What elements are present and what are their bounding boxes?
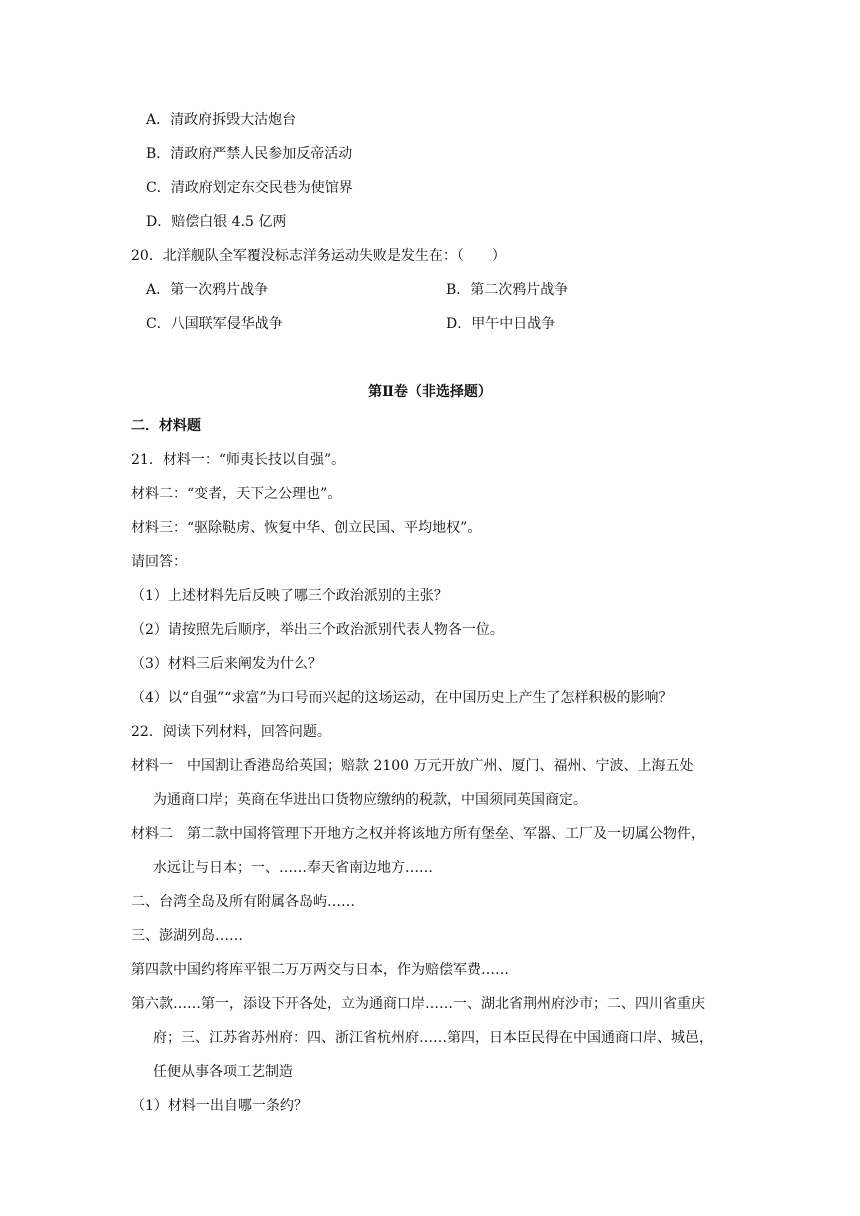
q22-material-2-line-2: 水远让与日本；一、……奉天省南边地方…… (153, 860, 433, 876)
q19-option-a: A．清政府拆毁大沽炮台 (146, 112, 297, 128)
q21-sub-4: （4）以“自强”“求富”为口号而兴起的这场运动，在中国历史上产生了怎样积极的影响？ (131, 690, 673, 706)
q22-sub-1: （1）材料一出自哪一条约？ (131, 1098, 308, 1114)
section-heading: 二．材料题 (131, 418, 201, 434)
q21-prompt: 请回答： (131, 554, 187, 570)
q22-material-2-line-1: 材料二 第二款中国将管理下开地方之权并将该地方所有堡垒、军器、工厂及一切属公物件， (131, 826, 705, 842)
q21-material-2: 材料二：“变者，天下之公理也”。 (131, 486, 342, 502)
q19-option-c: C．清政府划定东交民巷为使馆界 (146, 180, 353, 196)
q21-material-1: 21．材料一：“师夷长技以自强”。 (131, 452, 346, 468)
q21-sub-2: （2）请按照先后顺序，举出三个政治派别代表人物各一位。 (131, 622, 504, 638)
q20-stem: 20．北洋舰队全军覆没标志洋务运动失败是发生在：（ ） (131, 248, 506, 264)
q22-stem: 22．阅读下列材料，回答问题。 (131, 724, 331, 740)
q20-option-c: C．八国联军侵华战争 (146, 316, 283, 332)
q22-material-2-line-6: 第六款……第一，添设下开各处，立为通商口岸……一、湖北省荆州府沙市；二、四川省重庆 (131, 996, 705, 1012)
q22-material-1-line-1: 材料一 中国割让香港岛给英国；赔款 2100 万元开放广州、厦门、福州、宁波、上海五处 (131, 758, 694, 774)
q19-option-d: D．赔偿白银 4.5 亿两 (146, 214, 287, 230)
q21-sub-3: （3）材料三后来阐发为什么？ (131, 656, 322, 672)
q20-option-a: A．第一次鸦片战争 (146, 282, 269, 298)
q22-material-2-line-4: 三、澎湖列岛…… (131, 928, 243, 944)
q21-material-3: 材料三：“驱除鞑虏、恢复中华、创立民国、平均地权”。 (131, 520, 482, 536)
q22-material-2-line-7: 府；三、江苏省苏州府：四、浙江省杭州府……第四，日本臣民得在中国通商口岸、城邑， (153, 1030, 713, 1046)
q22-material-1-line-2: 为通商口岸；英商在华进出口货物应缴纳的税款，中国须同英国商定。 (153, 792, 587, 808)
section-title: 第Ⅱ卷（非选择题） (368, 384, 492, 400)
q19-option-b: B．清政府严禁人民参加反帝活动 (146, 146, 353, 162)
q22-material-2-line-3: 二、台湾全岛及所有附属各岛屿…… (131, 894, 355, 910)
q21-sub-1: （1）上述材料先后反映了哪三个政治派别的主张？ (131, 588, 448, 604)
q20-option-b: B．第二次鸦片战争 (446, 282, 569, 298)
q22-material-2-line-8: 任便从事各项工艺制造 (153, 1064, 293, 1080)
q22-material-2-line-5: 第四款中国约将库平银二万万两交与日本，作为赔偿军费…… (131, 962, 509, 978)
q20-option-d: D．甲午中日战争 (446, 316, 556, 332)
